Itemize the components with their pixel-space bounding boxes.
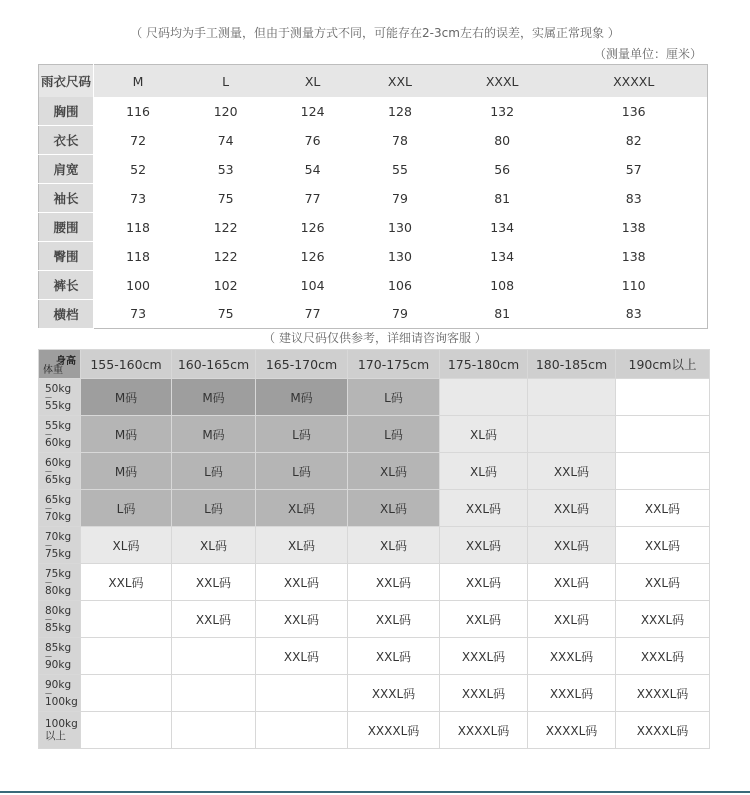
recommended-size-cell: XXL码 xyxy=(528,527,616,564)
measurement-value: 56 xyxy=(494,161,511,177)
weight-bottom: 以上 xyxy=(45,730,66,742)
measurement-value: 110 xyxy=(621,277,646,293)
weight-bottom: 55kg xyxy=(45,399,72,412)
measurement-value: 126 xyxy=(300,248,325,264)
recommended-size-cell: M码 xyxy=(172,379,256,416)
measurement-value: 128 xyxy=(388,103,412,119)
weight-mid: — xyxy=(45,466,52,475)
measurement-value: 76 xyxy=(304,132,321,148)
weight-axis-label: 体重 xyxy=(43,365,63,376)
recommended-size-cell: XL码 xyxy=(348,490,440,527)
measurement-value: 79 xyxy=(392,306,408,322)
recommended-size-cell: XXXL码 xyxy=(440,638,528,675)
measurement-value: 122 xyxy=(213,219,238,235)
recommended-size-cell: XXXL码 xyxy=(348,675,440,712)
measurement-value: 132 xyxy=(490,103,515,119)
weight-bottom: 80kg xyxy=(45,584,72,597)
recommended-size-cell: XXL码 xyxy=(348,564,440,601)
weight-top: 70kg xyxy=(45,530,72,543)
recommended-size-cell xyxy=(256,712,348,749)
weight-top: 75kg xyxy=(45,567,72,580)
measurement-value: 77 xyxy=(304,306,321,322)
recommended-size-cell: XXL码 xyxy=(616,490,710,527)
measurement-value: 73 xyxy=(130,190,147,206)
recommended-size-cell: XXXXL码 xyxy=(528,712,616,749)
height-axis-label: 身高 xyxy=(56,356,76,367)
recommended-size-cell xyxy=(81,675,172,712)
measurement-label: 胸围 xyxy=(39,97,94,126)
weight-row xyxy=(39,453,710,490)
weight-row xyxy=(39,379,710,416)
size-row xyxy=(39,213,708,242)
size-row xyxy=(39,155,708,184)
recommended-size-cell: XXXL码 xyxy=(616,601,710,638)
recommended-size-cell: XXXL码 xyxy=(528,638,616,675)
weight-top: 50kg xyxy=(45,382,72,395)
table-corner-header xyxy=(39,350,81,379)
measurement-value: 102 xyxy=(213,277,238,293)
size-chart-table xyxy=(38,64,708,329)
recommended-size-cell xyxy=(172,675,256,712)
measurement-value: 116 xyxy=(126,103,150,119)
recommended-size-cell xyxy=(528,416,616,453)
recommended-size-cell xyxy=(616,379,710,416)
recommended-size-cell: XXXXL码 xyxy=(440,712,528,749)
recommended-size-cell xyxy=(81,638,172,675)
recommended-size-cell: XL码 xyxy=(348,527,440,564)
measurement-label: 腰围 xyxy=(39,213,94,242)
recommended-size-cell: XXL码 xyxy=(528,601,616,638)
recommended-size-cell: M码 xyxy=(172,416,256,453)
size-row xyxy=(39,97,708,126)
recommended-size-cell: XXXXL码 xyxy=(616,712,710,749)
recommended-size-cell: XXL码 xyxy=(348,638,440,675)
weight-range-label xyxy=(39,638,81,675)
recommended-size-cell: XXXL码 xyxy=(528,675,616,712)
recommended-size-cell: XXL码 xyxy=(528,453,616,490)
measurement-label: 袖长 xyxy=(39,184,94,213)
weight-row xyxy=(39,490,710,527)
size-row xyxy=(39,126,708,155)
weight-bottom: 85kg xyxy=(45,621,72,634)
measurement-value: 55 xyxy=(392,161,408,177)
height-header-cell: 175-180cm xyxy=(440,350,528,379)
size-row xyxy=(39,300,708,329)
weight-row xyxy=(39,601,710,638)
size-row xyxy=(39,271,708,300)
weight-bottom: 90kg xyxy=(45,658,72,671)
weight-range-label xyxy=(39,712,81,749)
weight-range-label xyxy=(39,527,81,564)
weight-range-label xyxy=(39,675,81,712)
recommended-size-cell: XXL码 xyxy=(256,601,348,638)
recommended-size-cell xyxy=(256,675,348,712)
weight-top: 65kg xyxy=(45,493,72,506)
recommended-size-cell: XL码 xyxy=(440,453,528,490)
recommended-size-cell xyxy=(440,379,528,416)
recommended-size-cell: XXXL码 xyxy=(616,638,710,675)
measurement-value: 138 xyxy=(621,219,646,235)
measurement-value: 118 xyxy=(126,248,150,264)
measurement-value: 53 xyxy=(217,161,234,177)
weight-bottom: 60kg xyxy=(45,436,72,449)
recommended-size-cell: L码 xyxy=(348,379,440,416)
measurement-value: 126 xyxy=(300,219,325,235)
weight-mid: — xyxy=(45,577,52,586)
height-header-cell: 165-170cm xyxy=(256,350,348,379)
measurement-value: 81 xyxy=(494,190,511,206)
weight-mid: — xyxy=(45,503,52,512)
size-recommendation-table xyxy=(38,349,710,749)
measurement-value: 108 xyxy=(490,277,515,293)
recommended-size-cell: XXL码 xyxy=(440,601,528,638)
recommended-size-cell: XXXXL码 xyxy=(348,712,440,749)
measurement-value: 73 xyxy=(130,306,147,322)
height-header-cell: 190cm以上 xyxy=(616,350,710,379)
measurement-value: 54 xyxy=(304,161,321,177)
weight-row xyxy=(39,416,710,453)
measurement-value: 83 xyxy=(625,306,642,322)
measurement-value: 72 xyxy=(130,132,147,148)
recommended-size-cell: L码 xyxy=(172,453,256,490)
measurement-value: 57 xyxy=(625,161,642,177)
measurement-value: 138 xyxy=(621,248,646,264)
height-header-cell: 180-185cm xyxy=(528,350,616,379)
measurement-value: 74 xyxy=(217,132,234,148)
weight-bottom: 70kg xyxy=(45,510,72,523)
recommended-size-cell xyxy=(81,601,172,638)
weight-mid: — xyxy=(45,429,52,438)
weight-range-label xyxy=(39,564,81,601)
recommended-size-cell: XXL码 xyxy=(528,490,616,527)
weight-row xyxy=(39,712,710,749)
recommended-size-cell xyxy=(172,712,256,749)
measurement-label: 衣长 xyxy=(39,126,94,155)
recommended-size-cell: XL码 xyxy=(172,527,256,564)
recommended-size-cell: XXL码 xyxy=(440,564,528,601)
measurement-value: 81 xyxy=(494,306,511,322)
weight-range-label xyxy=(39,379,81,416)
size-row xyxy=(39,242,708,271)
measurement-value: 104 xyxy=(300,277,325,293)
recommended-size-cell: XL码 xyxy=(440,416,528,453)
weight-range-label xyxy=(39,490,81,527)
weight-mid: — xyxy=(45,392,52,401)
recommended-size-cell: L码 xyxy=(256,453,348,490)
weight-row xyxy=(39,638,710,675)
recommended-size-cell xyxy=(616,453,710,490)
measurement-value: 130 xyxy=(388,248,412,264)
weight-range-label xyxy=(39,601,81,638)
weight-range-label xyxy=(39,416,81,453)
measurement-value: 130 xyxy=(388,219,412,235)
measurement-value: 106 xyxy=(388,277,412,293)
recommended-size-cell: XL码 xyxy=(256,527,348,564)
measurement-value: 122 xyxy=(213,248,238,264)
weight-bottom: 100kg xyxy=(45,695,78,708)
recommended-size-cell: XXL码 xyxy=(616,564,710,601)
weight-bottom: 65kg xyxy=(45,473,72,486)
measurement-value: 77 xyxy=(304,190,321,206)
recommended-size-cell: XXL码 xyxy=(81,564,172,601)
recommended-size-cell: XXL码 xyxy=(172,601,256,638)
recommended-size-cell xyxy=(172,638,256,675)
recommended-size-cell: XXXXL码 xyxy=(616,675,710,712)
recommended-size-cell: L码 xyxy=(81,490,172,527)
recommended-size-cell: XXL码 xyxy=(348,601,440,638)
recommended-size-cell: L码 xyxy=(172,490,256,527)
size-header-cell: XL xyxy=(269,65,356,98)
measurement-label: 裤长 xyxy=(39,271,94,300)
size-header-label: 雨衣尺码 xyxy=(39,65,94,98)
recommended-size-cell xyxy=(616,416,710,453)
recommended-size-cell: M码 xyxy=(81,453,172,490)
weight-mid: — xyxy=(45,540,52,549)
measurement-label: 肩宽 xyxy=(39,155,94,184)
size-header-cell: M xyxy=(94,65,183,98)
size-row xyxy=(39,184,708,213)
weight-top: 100kg xyxy=(45,718,78,730)
measurement-value: 134 xyxy=(490,219,515,235)
recommended-size-cell xyxy=(81,712,172,749)
weight-mid: — xyxy=(45,688,52,697)
size-header-cell: L xyxy=(182,65,269,98)
unit-label: （测量单位：厘米） xyxy=(593,47,702,61)
weight-row xyxy=(39,675,710,712)
recommended-size-cell: L码 xyxy=(348,416,440,453)
weight-row xyxy=(39,564,710,601)
recommended-size-cell: XXL码 xyxy=(440,527,528,564)
measurement-value: 118 xyxy=(126,219,150,235)
measurement-value: 75 xyxy=(217,190,234,206)
measurement-label: 臀围 xyxy=(39,242,94,271)
measurement-value: 79 xyxy=(392,190,408,206)
measurement-value: 124 xyxy=(300,103,325,119)
size-header-cell: XXXL xyxy=(444,65,561,98)
recommended-size-cell: XXL码 xyxy=(172,564,256,601)
weight-top: 55kg xyxy=(45,419,72,432)
recommended-size-cell: XXL码 xyxy=(528,564,616,601)
recommended-size-cell: M码 xyxy=(81,416,172,453)
measurement-value: 120 xyxy=(213,103,238,119)
measurement-value: 52 xyxy=(130,161,147,177)
weight-mid: — xyxy=(45,651,52,660)
measurement-value: 83 xyxy=(625,190,642,206)
height-header-cell: 170-175cm xyxy=(348,350,440,379)
measurement-value: 78 xyxy=(392,132,408,148)
weight-bottom: 75kg xyxy=(45,547,72,560)
measurement-note: （ 尺码均为手工测量，但由于测量方式不同，可能存在2-3cm左右的误差，实属正常现象 ） xyxy=(130,26,620,40)
recommended-size-cell: XXL码 xyxy=(256,638,348,675)
recommended-size-cell: XXL码 xyxy=(616,527,710,564)
size-header-cell: XXL xyxy=(356,65,444,98)
weight-top: 90kg xyxy=(45,678,72,691)
recommended-size-cell xyxy=(528,379,616,416)
measurement-label: 横档 xyxy=(39,300,94,329)
size-header-cell: XXXXL xyxy=(560,65,707,98)
recommended-size-cell: XXXL码 xyxy=(440,675,528,712)
recommended-size-cell: XL码 xyxy=(81,527,172,564)
measurement-value: 75 xyxy=(217,306,234,322)
recommended-size-cell: M码 xyxy=(81,379,172,416)
recommended-size-cell: XL码 xyxy=(256,490,348,527)
bottom-divider xyxy=(0,791,750,793)
height-header-cell: 155-160cm xyxy=(81,350,172,379)
recommended-size-cell: XL码 xyxy=(348,453,440,490)
recommended-size-cell: L码 xyxy=(256,416,348,453)
size-header-row xyxy=(39,65,708,98)
recommended-size-cell: M码 xyxy=(256,379,348,416)
weight-top: 85kg xyxy=(45,641,72,654)
weight-range-label xyxy=(39,453,81,490)
measurement-value: 80 xyxy=(494,132,511,148)
measurement-value: 82 xyxy=(625,132,642,148)
height-header-cell: 160-165cm xyxy=(172,350,256,379)
measurement-value: 136 xyxy=(621,103,646,119)
measurement-value: 100 xyxy=(126,277,150,293)
weight-top: 60kg xyxy=(45,456,72,469)
weight-mid: — xyxy=(45,614,52,623)
recommended-size-cell: XXL码 xyxy=(440,490,528,527)
weight-row xyxy=(39,527,710,564)
measurement-value: 134 xyxy=(490,248,515,264)
recommended-size-cell: XXL码 xyxy=(256,564,348,601)
weight-top: 80kg xyxy=(45,604,72,617)
recommendation-note: （ 建议尺码仅供参考，详细请咨询客服 ） xyxy=(263,331,487,345)
